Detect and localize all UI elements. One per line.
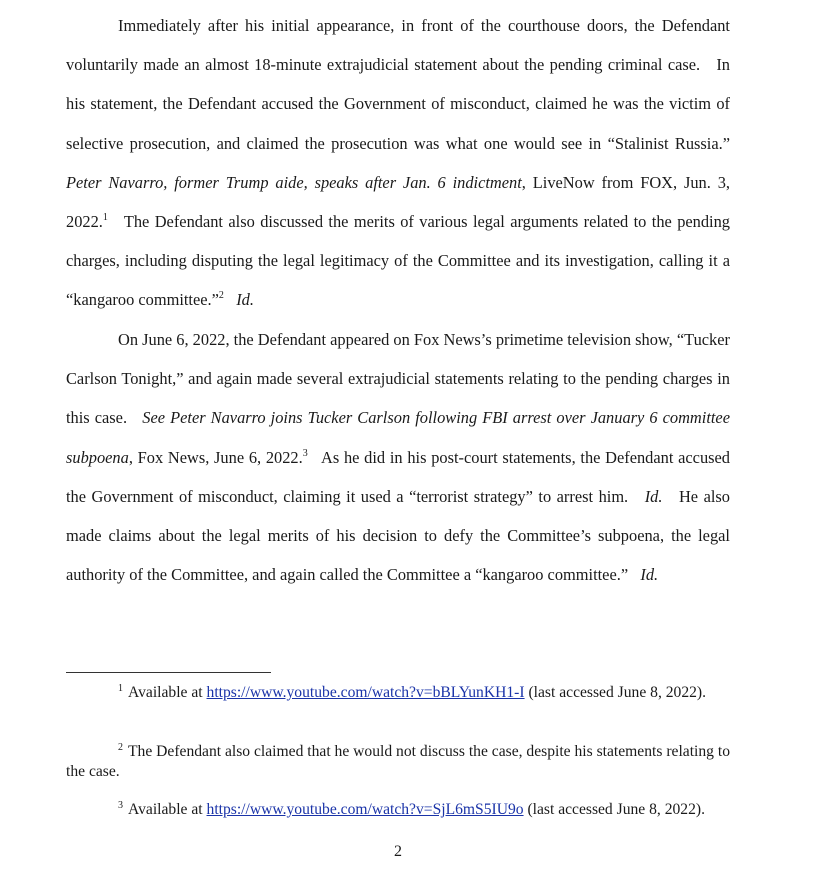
footnote-3: [66, 800, 730, 820]
id-citation: Id.: [236, 290, 254, 310]
document-page: [66, 0, 730, 872]
citation-title-2: See Peter Navarro joins Tucker Carlson following FBI arrest over January 6 committee subpoena: [66, 408, 730, 467]
page-number: 2: [394, 843, 402, 860]
footnote-link[interactable]: https://www.youtube.com/watch?v=SjL6mS5IU9o: [206, 801, 524, 818]
footnote-text: Available at: [128, 801, 207, 818]
footnote-text: (last accessed June 8, 2022).: [523, 801, 705, 818]
paragraph-1-sentence-3: The Defendant also discussed the merits of various legal arguments related to the pending charges, including disputing the legal legitimacy of the Committee and its investigation, calling it a “kangaroo committee.”: [66, 212, 730, 310]
footnote-link[interactable]: https://www.youtube.com/watch?v=bBLYunKH1-I: [206, 684, 525, 701]
footnote-reference-1[interactable]: 1: [102, 212, 108, 224]
id-citation: Id.: [640, 565, 659, 585]
footnote-1: [66, 683, 730, 703]
id-citation: Id.: [644, 486, 663, 506]
footnote-number: 1: [118, 683, 123, 694]
footnote-2: [66, 742, 730, 782]
footnote-number: 2: [118, 742, 123, 753]
footnote-text: The Defendant also claimed that he would not discuss the case, despite his statements relating to the case.: [66, 743, 730, 780]
paragraph-1-sentence-1: Immediately after his initial appearance, in front of the courthouse doors, the Defendant voluntarily made an almost 18-minute extrajudicial statement about the pending criminal case.: [66, 16, 730, 75]
citation-source-2: , Fox News, June 6, 2022.: [128, 447, 303, 467]
footnote-reference-3[interactable]: 3: [302, 447, 308, 459]
body-paragraph-2: [66, 320, 730, 594]
paragraph-2-sentence-1: On June 6, 2022, the Defendant appeared on Fox News’s primetime television show, “Tucker Carlson Tonight,” and again made several extrajudicial statements relating to the pending charges in this case.: [66, 330, 730, 428]
paragraph-2-sentence-3: He also made claims about the legal merits of his decision to defy the Committee’s subpoena, the legal authority of the Committee, and again called the Committee a “kangaroo committee.”: [66, 486, 730, 585]
footnote-text: (last accessed June 8, 2022).: [524, 684, 707, 701]
footnote-separator: [66, 672, 271, 673]
body-paragraph-1: [66, 6, 730, 320]
paragraph-1-sentence-2: In his statement, the Defendant accused the Government of misconduct, claimed he was the victim of selective prosecution, and claimed the prosecution was what one would see in “Stalinist Russia.”: [66, 55, 730, 153]
citation-title-1: Peter Navarro, former Trump aide, speaks after Jan. 6 indictment: [66, 172, 522, 192]
footnote-text: Available at: [128, 684, 207, 701]
citation-source-1: , LiveNow from FOX, Jun. 3, 2022.: [66, 172, 730, 232]
footnote-number: 3: [118, 800, 123, 811]
paragraph-2-sentence-2: As he did in his post-court statements, the Defendant accused the Government of misconduct, claiming it used a “terrorist strategy” to arrest him.: [66, 447, 731, 506]
footnote-reference-2[interactable]: 2: [218, 290, 224, 302]
